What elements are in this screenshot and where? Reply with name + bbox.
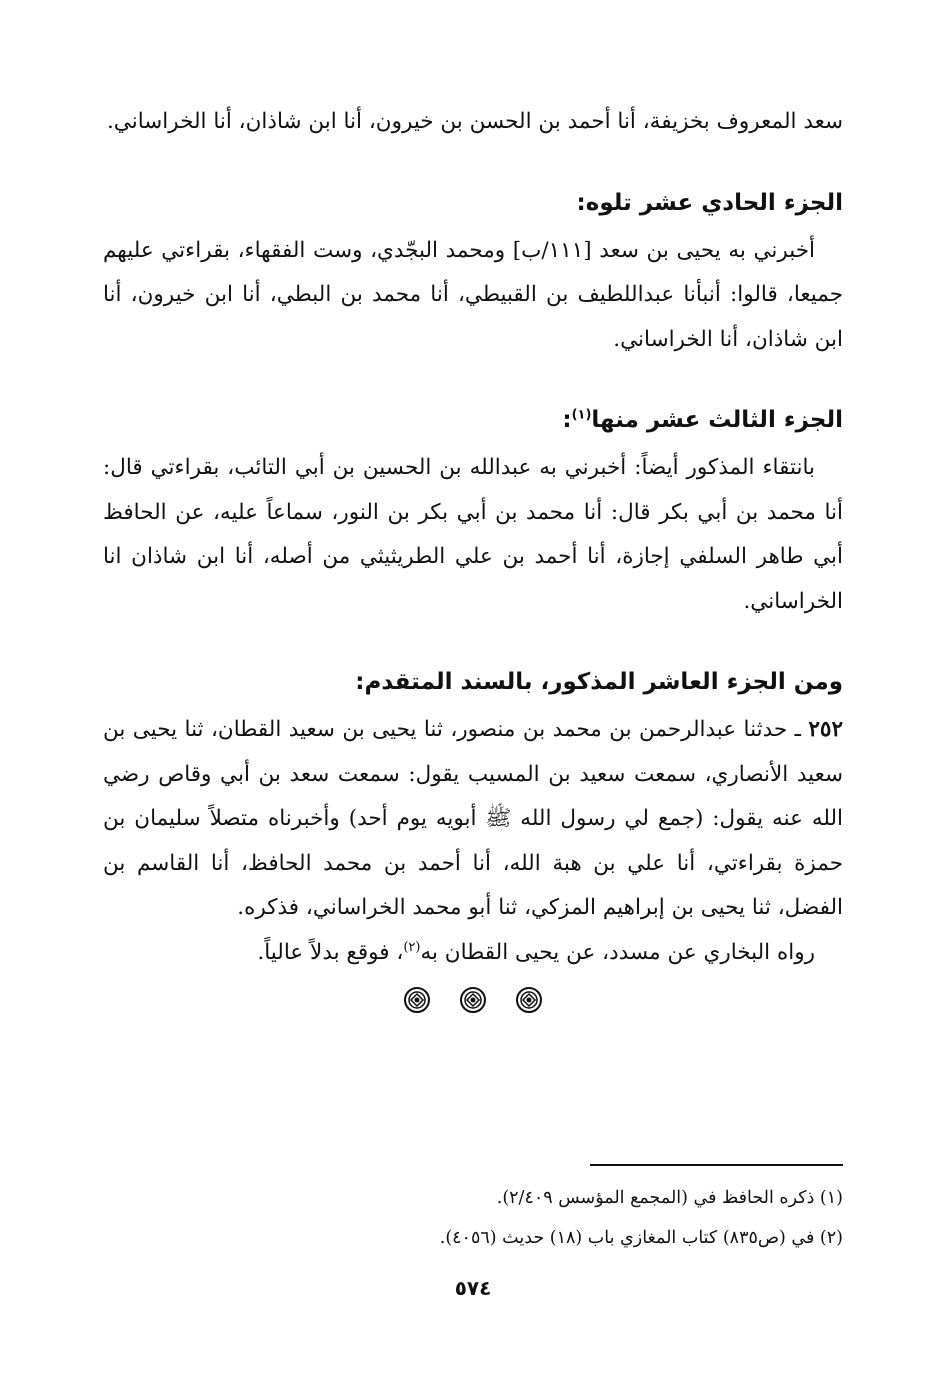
footnote-ref-2: (٢) xyxy=(403,939,421,955)
heading-part-13-colon: : xyxy=(562,407,572,433)
heading-part-13 xyxy=(103,398,843,442)
paragraph-1: سعد المعروف بخزيفة، أنا أحمد بن الحسن بن خيرون، أنا ابن شاذان، أنا الخراساني. xyxy=(106,109,843,134)
footnote-1: (١) ذكره الحافظ في (المجمع المؤسس ٢/٤٠٩). xyxy=(496,1188,843,1208)
footnote-ref-1: (١) xyxy=(571,407,592,423)
footnote-separator xyxy=(590,1164,843,1166)
main-text xyxy=(103,100,843,1013)
hadith-text: ـ حدثنا عبدالرحمن بن محمد بن منصور، ثنا يحيى بن سعيد القطان، ثنا يحيى بن سعيد الأنصاري، سمعت سعيد بن المسيب يقول: سمعت سعد بن أبي وقاص رضي الله عنه يقول: (جمع لي رسول الله ﷺ أبويه يوم أحد) وأخبرناه متصلاً سليمان بن حمزة بقراءتي، أنا علي بن هبة الله، أنا أحمد بن محمد الحافظ، أنا القاسم بن الفضل، ثنا يحيى بن إبراهيم المزكي، ثنا أبو محمد الخراساني، فذكره. xyxy=(103,717,843,920)
paragraph-5 xyxy=(103,931,843,976)
paragraph-5-end: ، فوقع بدلاً عالياً. xyxy=(257,939,404,965)
paragraph-3: بانتقاء المذكور أيضاً: أخبرني به عبدالله بن الحسين بن أبي التائب، بقراءتي قال: أنا محمد بن أبي بكر قال: أنا محمد بن أبي بكر بن النور، سماعاً عليه، عن الحافظ أبي طاهر السلفي إجازة، أنا أحمد بن علي الطريثيثي من أصله، أنا ابن شاذان انا الخراساني. xyxy=(103,455,843,614)
page-number: ٥٧٤ xyxy=(454,1276,492,1300)
ornament-icon xyxy=(516,987,542,1013)
footnotes xyxy=(103,1178,843,1258)
hadith-number: ٢٥٢ xyxy=(808,717,843,742)
heading-part-11: الجزء الحادي عشر تلوه: xyxy=(576,189,843,216)
heading-part-13-text: الجزء الثالث عشر منها xyxy=(591,407,843,433)
paragraph-2: أخبرني به يحيى بن سعد [١١١/ب] ومحمد البجّدي، وست الفقهاء، بقراءتي عليهم جميعا، قالوا: أنبأنا عبداللطيف بن القبيطي، أنا محمد بن البطي، أنا ابن خيرون، أنا ابن شاذان، أنا الخراساني. xyxy=(103,237,843,352)
ornament-icon xyxy=(404,987,430,1013)
paragraph-5-text: رواه البخاري عن مسدد، عن يحيى القطان به xyxy=(420,939,815,965)
footnote-2: (٢) في (ص٨٣٥) كتاب المغازي باب (١٨) حديث (٤٠٥٦). xyxy=(439,1228,843,1248)
section-divider xyxy=(103,987,843,1013)
heading-part-10: ومن الجزء العاشر المذكور، بالسند المتقدم: xyxy=(355,669,843,695)
hadith-252 xyxy=(103,708,843,931)
ornament-icon xyxy=(460,987,486,1013)
